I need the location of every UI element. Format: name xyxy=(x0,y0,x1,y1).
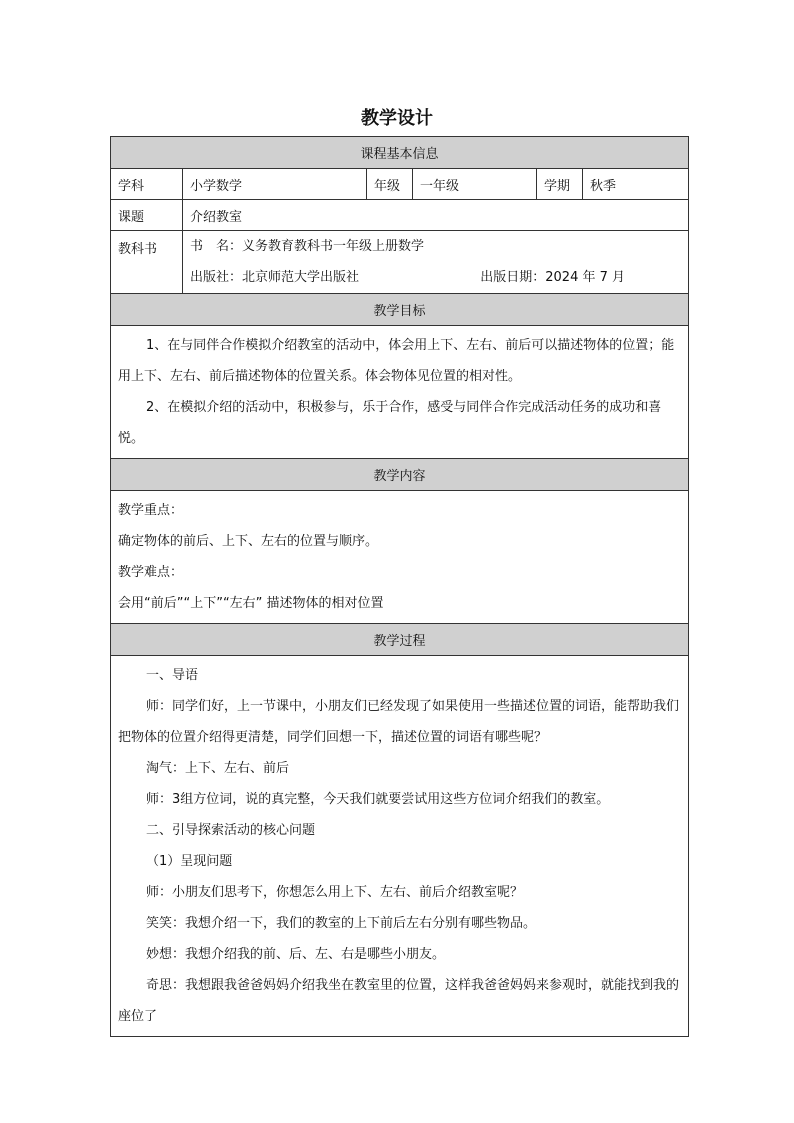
key-point-text: 确定物体的前后、上下、左右的位置与顺序。 xyxy=(118,534,379,549)
term-label: 学期 xyxy=(537,169,583,200)
goal-item: 2、在模拟介绍的活动中，积极参与，乐于合作，感受与同伴合作完成活动任务的成功和喜悦。 xyxy=(118,400,662,446)
lesson-plan-table xyxy=(110,136,689,1037)
difficulty-label: 教学难点： xyxy=(118,565,184,580)
goals-header: 教学目标 xyxy=(111,294,689,326)
content-header: 教学内容 xyxy=(111,459,689,491)
textbook-label: 教科书 xyxy=(111,231,183,294)
difficulty-text: 会用“前后”“上下”“左右” 描述物体的相对位置 xyxy=(118,596,384,611)
process-line: 师：小朋友们思考下，你想怎么用上下、左右、前后介绍教室呢？ xyxy=(146,885,524,900)
document-title: 教学设计 xyxy=(361,108,433,129)
subject-value: 小学数学 xyxy=(183,169,367,200)
content-body xyxy=(111,491,689,624)
process-header: 教学过程 xyxy=(111,624,689,656)
publisher-line xyxy=(190,262,681,293)
key-point-label: 教学重点： xyxy=(118,503,184,518)
topic-label: 课题 xyxy=(111,200,183,231)
process-line: 妙想：我想介绍我的前、后、左、右是哪些小朋友。 xyxy=(146,947,446,962)
process-line: 二、引导探索活动的核心问题 xyxy=(146,823,316,838)
process-line: 师：同学们好，上一节课中，小朋友们已经发现了如果使用一些描述位置的词语，能帮助我们把物体的位置介绍得更清楚，同学们回想一下，描述位置的词语有哪些呢？ xyxy=(118,699,680,745)
publish-date: 出版日期：2024 年 7 月 xyxy=(480,270,626,285)
goal-item: 1、在与同伴合作模拟介绍教室的活动中，体会用上下、左右、前后可以描述物体的位置；能用上下、左右、前后描述物体的位置关系。体会物体见位置的相对性。 xyxy=(118,338,675,384)
goals-body xyxy=(111,326,689,459)
process-line: 奇思：我想跟我爸爸妈妈介绍我坐在教室里的位置，这样我爸爸妈妈来参观时，就能找到我的座位了 xyxy=(118,978,680,1024)
grade-label: 年级 xyxy=(367,169,413,200)
subject-label: 学科 xyxy=(111,169,183,200)
book-name: 书 名：义务教育教科书一年级上册数学 xyxy=(190,239,425,254)
publisher: 出版社：北京师范大学出版社 xyxy=(190,270,360,285)
basic-info-header: 课程基本信息 xyxy=(111,137,689,169)
process-line: （1）呈现问题 xyxy=(146,854,233,869)
process-body xyxy=(111,656,689,1037)
process-line: 师：3组方位词，说的真完整，今天我们就要尝试用这些方位词介绍我们的教室。 xyxy=(146,792,610,807)
process-line: 一、导语 xyxy=(146,668,199,683)
textbook-info xyxy=(183,231,689,294)
process-line: 笑笑：我想介绍一下，我们的教室的上下前后左右分别有哪些物品。 xyxy=(146,916,537,931)
process-line: 淘气：上下、左右、前后 xyxy=(146,761,290,776)
grade-value: 一年级 xyxy=(413,169,537,200)
topic-value: 介绍教室 xyxy=(183,200,689,231)
term-value: 秋季 xyxy=(583,169,689,200)
